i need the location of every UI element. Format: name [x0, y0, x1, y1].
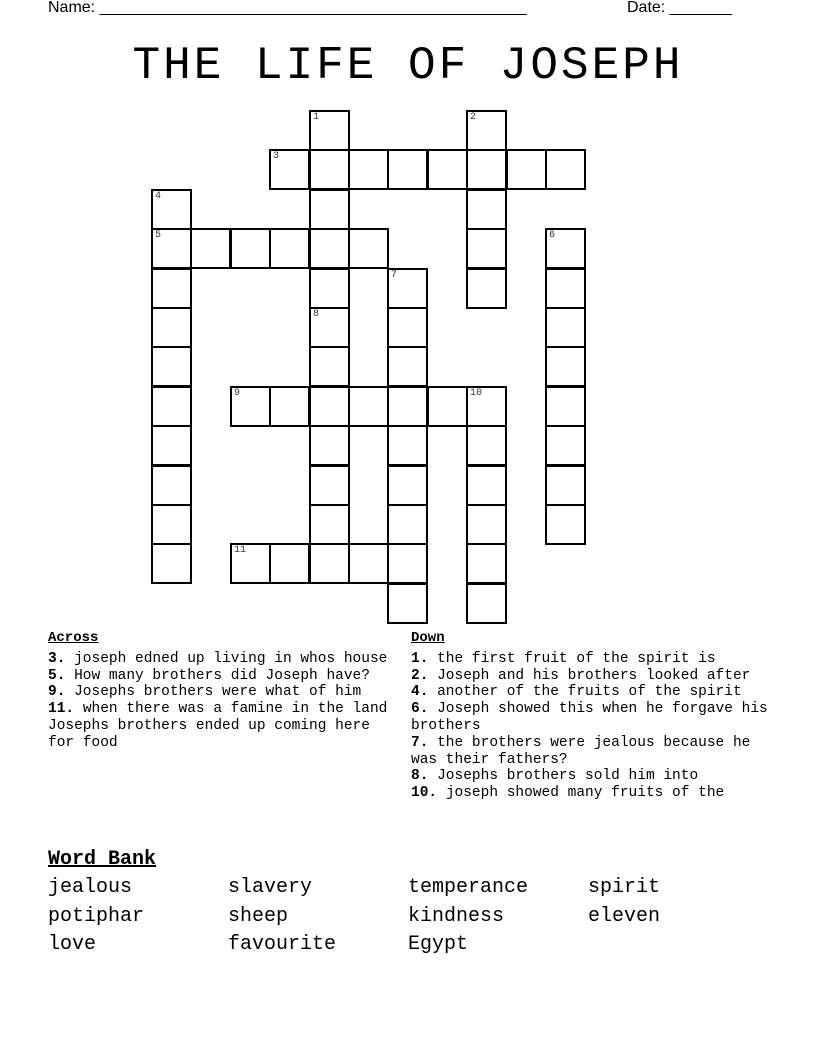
- crossword-cell[interactable]: [269, 149, 310, 190]
- crossword-cell[interactable]: [230, 543, 271, 584]
- crossword-cell[interactable]: [151, 465, 192, 506]
- crossword-cell[interactable]: [387, 425, 428, 466]
- crossword-cell[interactable]: [387, 149, 428, 190]
- crossword-cell[interactable]: [545, 386, 586, 427]
- clue-across-5: 5. How many brothers did Joseph have?: [48, 667, 370, 684]
- crossword-cell[interactable]: [466, 583, 507, 624]
- crossword-cell[interactable]: [466, 386, 507, 427]
- crossword-cell[interactable]: [466, 228, 507, 269]
- crossword-cell[interactable]: [427, 386, 468, 427]
- crossword-cell[interactable]: [387, 465, 428, 506]
- crossword-cell[interactable]: [309, 307, 350, 348]
- crossword-cell[interactable]: [545, 346, 586, 387]
- crossword-cell[interactable]: [309, 268, 350, 309]
- down-clues: [411, 630, 781, 802]
- crossword-cell[interactable]: [309, 504, 350, 545]
- clue-down-8: 8. Josephs brothers sold him into: [411, 768, 699, 785]
- name-field-label: Name: ________________________________________________: [48, 0, 527, 16]
- crossword-cell[interactable]: [387, 386, 428, 427]
- crossword-cell[interactable]: [545, 149, 586, 190]
- across-heading: Across: [48, 630, 99, 646]
- crossword-cell[interactable]: [466, 543, 507, 584]
- word-bank-word: temperance: [408, 876, 529, 899]
- crossword-cell[interactable]: [387, 268, 428, 309]
- word-bank-word: slavery: [228, 876, 313, 899]
- crossword-cell[interactable]: [230, 228, 271, 269]
- crossword-cell[interactable]: [348, 543, 389, 584]
- clue-number: 1: [313, 112, 320, 123]
- crossword-cell[interactable]: [466, 465, 507, 506]
- crossword-cell[interactable]: [387, 583, 428, 624]
- word-bank-word: sheep: [228, 905, 289, 928]
- crossword-cell[interactable]: [309, 189, 350, 230]
- clue-down-10: 10. joseph showed many fruits of the: [411, 785, 725, 802]
- crossword-cell[interactable]: [309, 465, 350, 506]
- crossword-cell[interactable]: [309, 110, 350, 151]
- crossword-cell[interactable]: [269, 228, 310, 269]
- crossword-cell[interactable]: [466, 504, 507, 545]
- clue-number: 5: [155, 230, 162, 241]
- crossword-cell[interactable]: [387, 307, 428, 348]
- crossword-cell[interactable]: [309, 386, 350, 427]
- clue-number: 10: [470, 388, 483, 399]
- crossword-cell[interactable]: [269, 543, 310, 584]
- word-bank-word: jealous: [48, 876, 133, 899]
- clue-down-2: 2. Joseph and his brothers looked after: [411, 667, 751, 684]
- clue-number: 7: [391, 270, 398, 281]
- crossword-cell[interactable]: [151, 189, 192, 230]
- crossword-cell[interactable]: [151, 425, 192, 466]
- crossword-cell[interactable]: [387, 346, 428, 387]
- clue-number: 4: [155, 191, 162, 202]
- crossword-cell[interactable]: [466, 268, 507, 309]
- crossword-cell[interactable]: [151, 268, 192, 309]
- word-bank-word: Egypt: [408, 933, 469, 956]
- crossword-cell[interactable]: [466, 425, 507, 466]
- crossword-cell[interactable]: [151, 346, 192, 387]
- crossword-cell[interactable]: [466, 189, 507, 230]
- crossword-cell[interactable]: [309, 228, 350, 269]
- crossword-cell[interactable]: [466, 149, 507, 190]
- crossword-cell[interactable]: [545, 465, 586, 506]
- crossword-cell[interactable]: [545, 307, 586, 348]
- word-bank-word: favourite: [228, 933, 337, 956]
- crossword-cell[interactable]: [190, 228, 231, 269]
- date-field-label: Date: _______: [627, 0, 732, 16]
- word-bank-word: potiphar: [48, 905, 145, 928]
- crossword-cell[interactable]: [309, 425, 350, 466]
- clue-number: 2: [470, 112, 477, 123]
- clue-across-3: 3. joseph edned up living in whos house: [48, 650, 388, 667]
- page-title: THE LIFE OF JOSEPH: [132, 40, 684, 92]
- clue-down-6: 6. Joseph showed this when he forgave his brothers: [411, 701, 768, 734]
- clue-number: 6: [549, 230, 556, 241]
- crossword-cell[interactable]: [545, 504, 586, 545]
- clue-down-7: 7. the brothers were jealous because he was their fathers?: [411, 734, 751, 768]
- word-bank-word: eleven: [588, 905, 661, 928]
- clue-down-1: 1. the first fruit of the spirit is: [411, 650, 716, 667]
- crossword-cell[interactable]: [427, 149, 468, 190]
- crossword-cell[interactable]: [348, 386, 389, 427]
- crossword-cell[interactable]: [151, 543, 192, 584]
- clue-across-11: 11. when there was a famine in the land Josephs brothers ended up coming here for food: [48, 701, 388, 751]
- clue-number: 3: [273, 151, 280, 162]
- word-bank-word: spirit: [588, 876, 661, 899]
- crossword-cell[interactable]: [348, 228, 389, 269]
- crossword-cell[interactable]: [151, 504, 192, 545]
- clue-across-9: 9. Josephs brothers were what of him: [48, 684, 362, 701]
- crossword-cell[interactable]: [545, 268, 586, 309]
- down-heading: Down: [411, 630, 445, 646]
- crossword-cell[interactable]: [545, 228, 586, 269]
- clue-down-4: 4. another of the fruits of the spirit: [411, 684, 742, 701]
- word-bank-word: love: [48, 933, 97, 956]
- crossword-cell[interactable]: [387, 504, 428, 545]
- clue-number: 8: [313, 309, 320, 320]
- crossword-cell[interactable]: [545, 425, 586, 466]
- crossword-cell[interactable]: [506, 149, 547, 190]
- crossword-cell[interactable]: [466, 110, 507, 151]
- word-bank-heading: Word Bank: [48, 848, 157, 871]
- crossword-cell[interactable]: [309, 149, 350, 190]
- clue-number: 9: [234, 388, 241, 399]
- word-bank-word: kindness: [408, 905, 505, 928]
- crossword-cell[interactable]: [151, 228, 192, 269]
- crossword-cell[interactable]: [269, 386, 310, 427]
- crossword-cell[interactable]: [309, 543, 350, 584]
- crossword-cell[interactable]: [387, 543, 428, 584]
- across-clues: [48, 630, 388, 752]
- crossword-cell[interactable]: [309, 346, 350, 387]
- clue-number: 11: [234, 545, 247, 556]
- crossword-cell[interactable]: [151, 307, 192, 348]
- crossword-cell[interactable]: [348, 149, 389, 190]
- crossword-cell[interactable]: [151, 386, 192, 427]
- crossword-cell[interactable]: [230, 386, 271, 427]
